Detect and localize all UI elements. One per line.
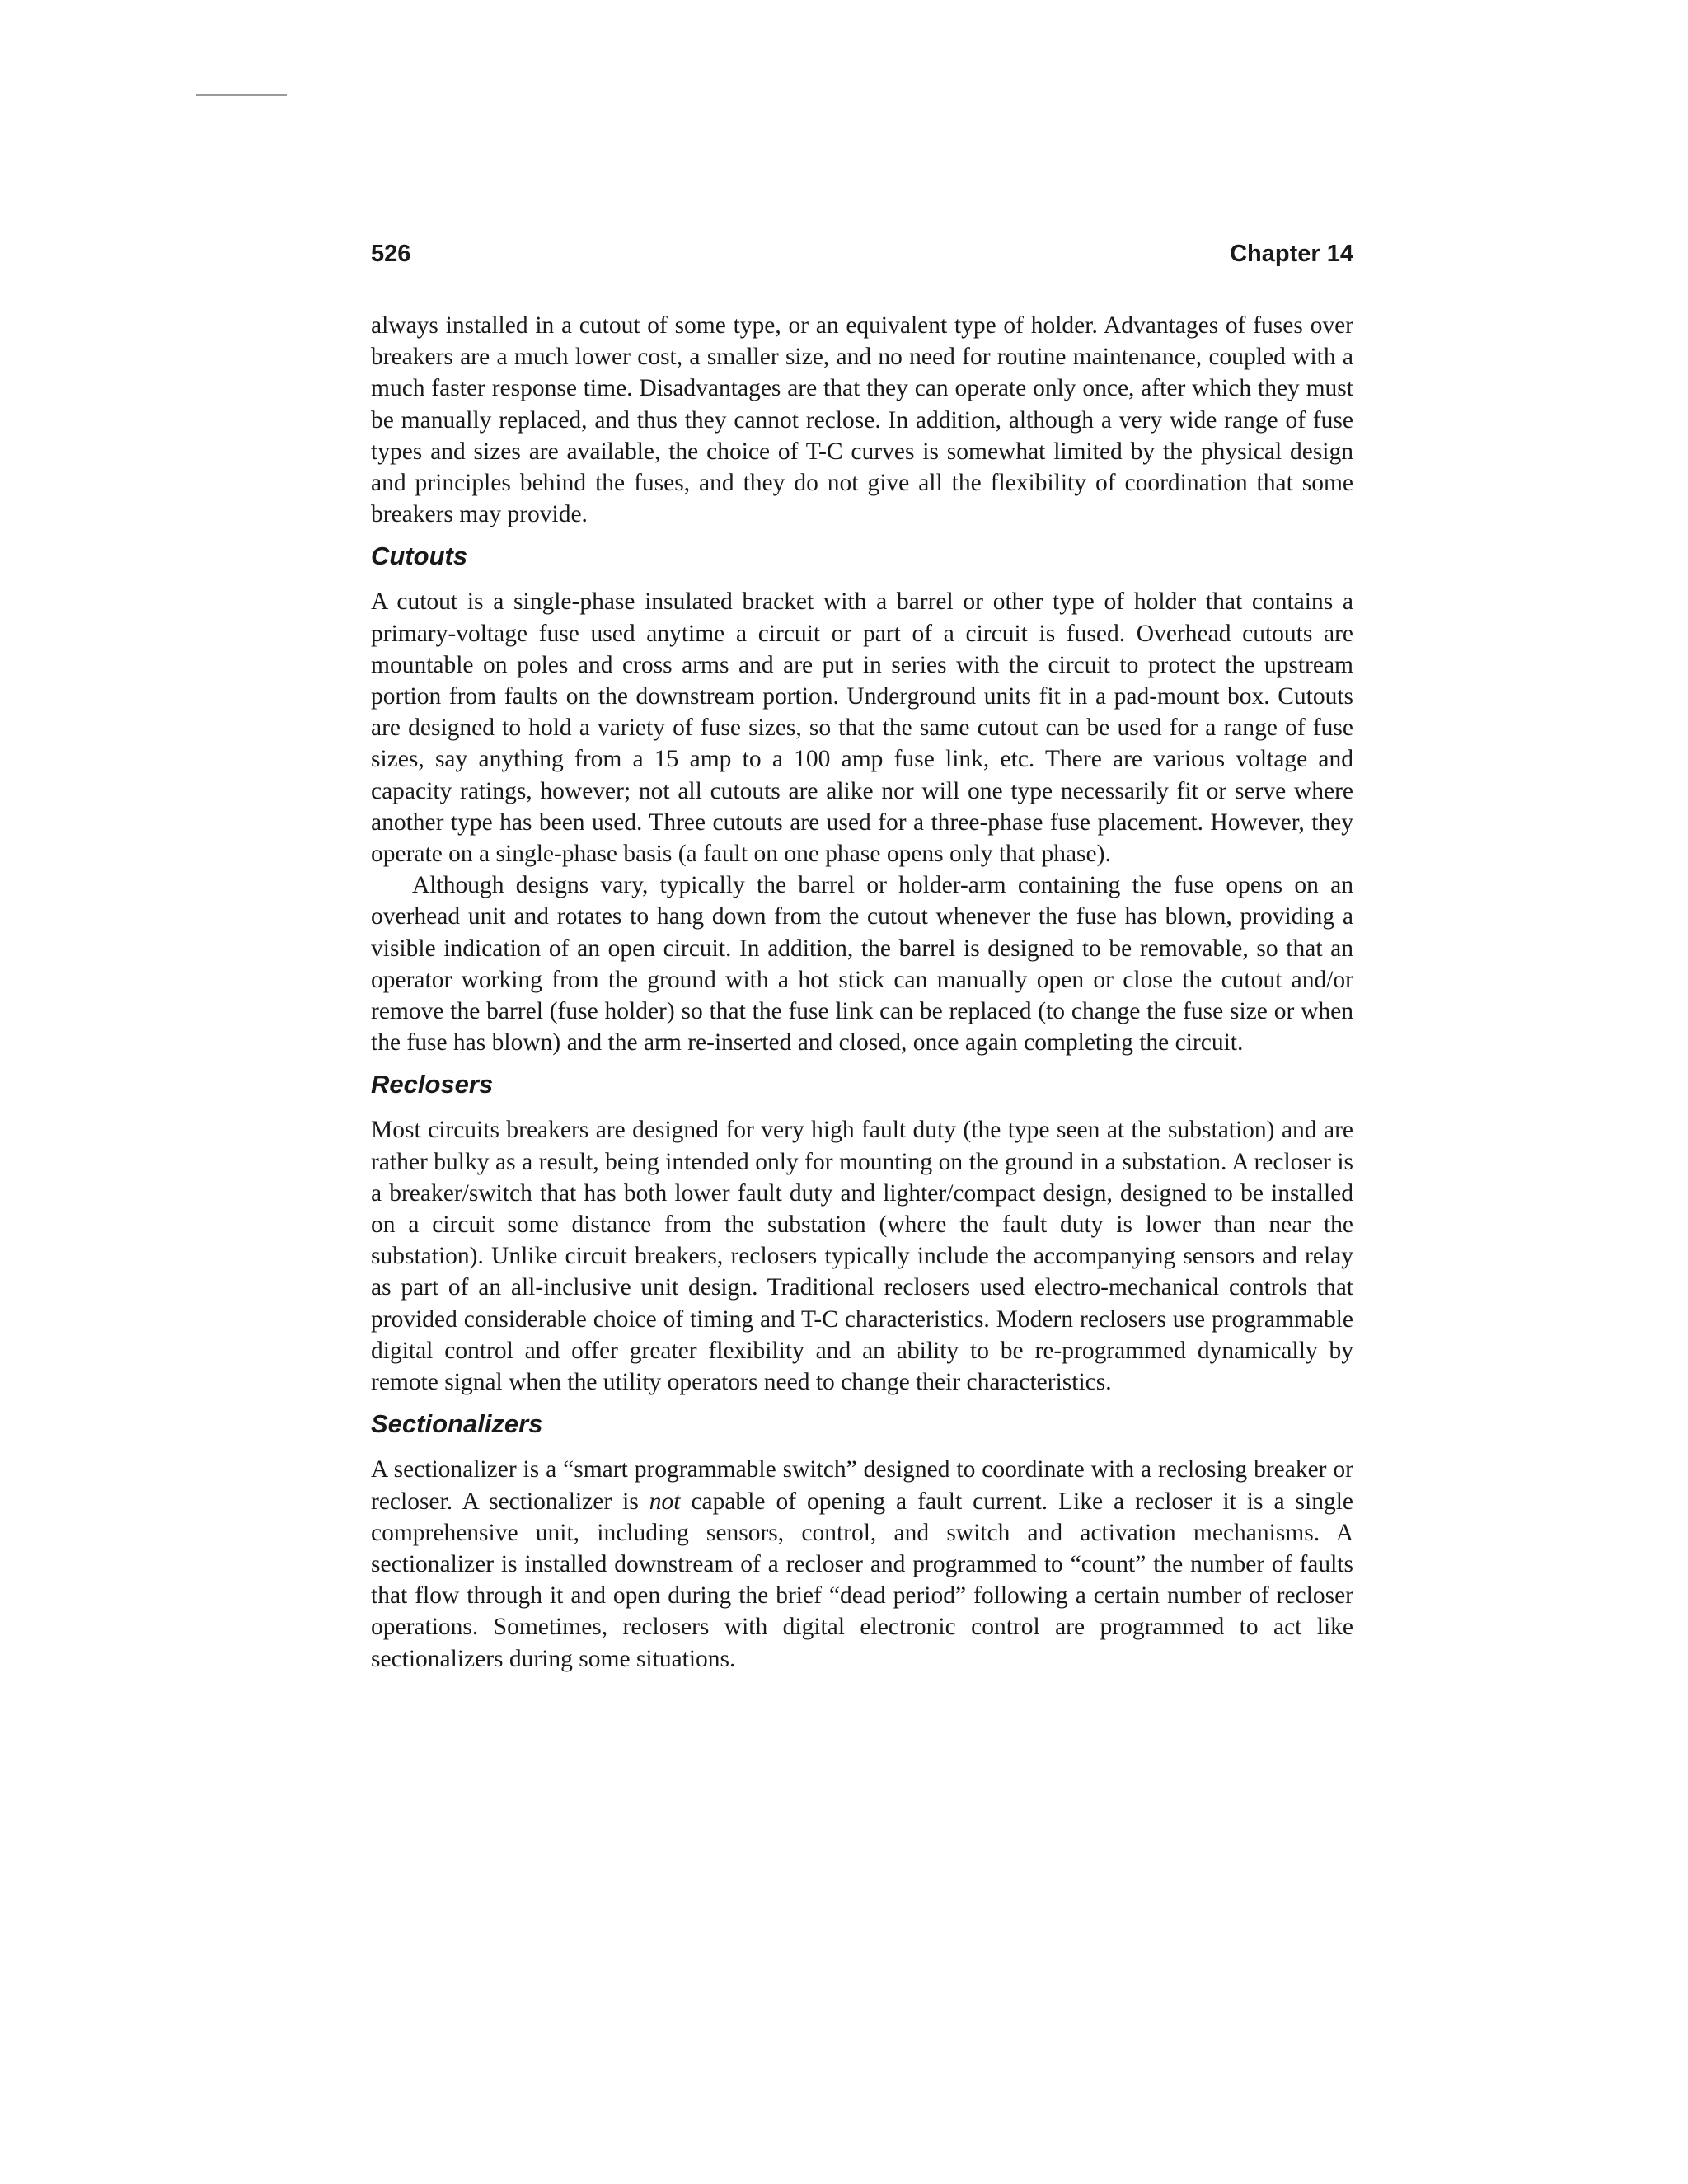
running-header — [371, 239, 1353, 269]
section-heading-cutouts: Cutouts — [371, 541, 468, 571]
sectionalizers-emphasis: not — [649, 1488, 681, 1515]
cutouts-paragraph-1: A cutout is a single-phase insulated bracket with a barrel or other type of holder that contains a primary-voltage fuse used anytime a circuit or part of a circuit is fused. Overhead cutouts are mountable on poles and cross arms and are put in series with the circuit to protect the upstream portion from faults on the downstream portion. Underground units fit in a pad-mount box. Cutouts are designed to hold a variety of fuse sizes, so that the same cutout can be used for a range of fuse sizes, say anything from a 15 amp to a 100 amp fuse link, etc. There are various voltage and capacity ratings, however; not all cutouts are alike nor will one type necessarily fit or serve where another type has been used. Three cutouts are used for a three-phase fuse placement. However, they operate on a single-phase basis (a fault on one phase opens only that phase). — [371, 588, 1353, 868]
sectionalizers-paragraph — [371, 1454, 1353, 1674]
chapter-label: Chapter 14 — [1230, 241, 1353, 267]
page-body — [371, 310, 1353, 1675]
section-heading-reclosers: Reclosers — [371, 1070, 494, 1099]
cutouts-paragraph-2: Although designs vary, typically the barrel or holder-arm containing the fuse opens on an overhead unit and rotates to hang down from the cutout whenever the fuse has blown, providing a visible indication of an open circuit. In addition, the barrel is designed to be removable, so that an operator working from the ground with a hot stick can manually open or close the cutout and/or remove the barrel (fuse holder) so that the fuse link can be replaced (to change the fuse size or when the fuse has blown) and the arm re-inserted and closed, once again completing the circuit. — [371, 872, 1353, 1057]
page-number: 526 — [371, 241, 411, 267]
sectionalizers-text-start: A sectionalizer is a “smart programmable switch” designed to coordinate with a reclosing breaker or recloser. A sectionalizer is — [371, 1456, 1353, 1515]
reclosers-paragraph: Most circuits breakers are designed for very high fault duty (the type seen at the substation) and are rather bulky as a result, being intended only for mounting on the ground in a substation. A recloser is a breaker/switch that has both lower fault duty and lighter/compact design, designed to be installed on a circuit some distance from the substation (where the fault duty is lower than near the substation). Unlike circuit breakers, reclosers typically include the accompanying sensors and relay as part of an all-inclusive unit design. Traditional reclosers used electro-mechanical controls that provided considerable choice of timing and T-C characteristics. Modern reclosers use programmable digital control and offer greater flexibility and an ability to be re-programmed dynamically by remote signal when the utility operators need to change their characteristics. — [371, 1117, 1353, 1396]
sectionalizers-text-end: capable of opening a fault current. Like a recloser it is a single comprehensive unit, including sensors, control, and switch and activation mechanisms. A sectionalizer is installed downstream of a recloser and programmed to “count” the number of faults that flow through it and open during the brief “dead period” following a certain number of recloser operations. Sometimes, reclosers with digital electronic control are programmed to act like sectionalizers during some situations. — [371, 1488, 1353, 1672]
scan-artifact-line — [196, 94, 287, 96]
book-page — [371, 239, 1353, 1675]
section-heading-sectionalizers: Sectionalizers — [371, 1409, 543, 1439]
intro-paragraph: always installed in a cutout of some type, or an equivalent type of holder. Advantages of fuses over breakers are a much lower cost, a smaller size, and no need for routine maintenance, coupled with a much faster response time. Disadvantages are that they can operate only once, after which they must be manually replaced, and thus they cannot reclose. In addition, although a very wide range of fuse types and sizes are available, the choice of T-C curves is somewhat limited by the physical design and principles behind the fuses, and they do not give all the flexibility of coordination that some breakers may provide. — [371, 312, 1353, 528]
